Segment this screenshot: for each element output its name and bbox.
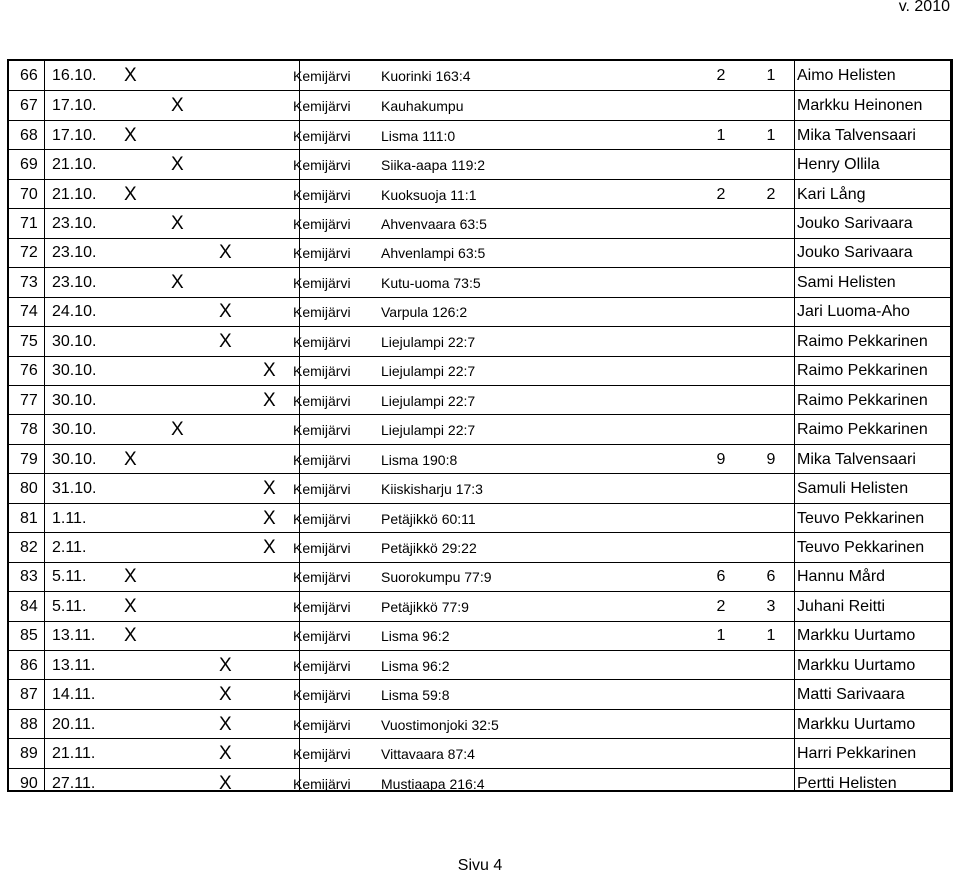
count-b <box>762 268 780 298</box>
mark-col-1: X <box>124 64 137 86</box>
row-person: Juhani Reitti <box>797 597 886 615</box>
row-location: Siika-aapa 119:2 <box>381 157 486 174</box>
count-a: 6 <box>716 568 726 586</box>
row-location: Petäjikkö 60:11 <box>381 510 476 527</box>
row-date: 14.11. <box>52 686 96 704</box>
table-row <box>9 621 950 652</box>
row-date: 21.10. <box>52 156 97 174</box>
count-a <box>712 474 730 504</box>
row-date: 5.11. <box>52 597 87 615</box>
row-number: 83 <box>20 568 38 586</box>
row-date: 30.10. <box>52 421 97 439</box>
row-number: 87 <box>20 686 38 704</box>
row-location: Suorokumpu 77:9 <box>381 569 492 586</box>
row-date: 20.11. <box>52 715 96 733</box>
mark-col-1: X <box>124 595 137 617</box>
count-a <box>712 91 730 121</box>
row-location: Lisma 190:8 <box>381 451 458 468</box>
row-location: Liejulampi 22:7 <box>381 392 476 409</box>
mark-col-4: X <box>263 536 276 558</box>
table-row <box>9 149 950 180</box>
row-location: Liejulampi 22:7 <box>381 333 476 350</box>
count-a: 9 <box>716 450 726 468</box>
count-a: 1 <box>716 627 726 645</box>
row-municipality: Kemijärvi <box>293 245 351 262</box>
row-date: 2.11. <box>52 538 87 556</box>
row-date: 21.11. <box>52 745 96 763</box>
row-municipality: Kemijärvi <box>293 746 351 763</box>
count-b <box>762 91 780 121</box>
row-number: 79 <box>20 450 38 468</box>
mark-col-3: X <box>219 743 232 765</box>
row-person: Jouko Sarivaara <box>797 244 913 262</box>
count-a <box>712 710 730 740</box>
row-location: Kauhakumpu <box>381 98 464 115</box>
row-person: Raimo Pekkarinen <box>797 391 928 409</box>
table-row <box>9 61 950 91</box>
count-b: 1 <box>766 66 776 84</box>
count-a <box>712 150 730 180</box>
count-b: 3 <box>766 597 776 615</box>
count-a: 2 <box>716 597 726 615</box>
row-location: Mustiaapa 216:4 <box>381 775 485 792</box>
records-table <box>7 59 953 792</box>
count-a <box>712 327 730 357</box>
row-date: 27.11. <box>52 774 96 792</box>
count-a <box>712 651 730 681</box>
row-municipality: Kemijärvi <box>293 716 351 733</box>
table-row <box>9 120 950 151</box>
row-municipality: Kemijärvi <box>293 127 351 144</box>
row-municipality: Kemijärvi <box>293 67 351 84</box>
row-number: 69 <box>20 156 38 174</box>
row-date: 17.10. <box>52 97 97 115</box>
row-number: 68 <box>20 126 38 144</box>
table-row <box>9 650 950 681</box>
row-number: 67 <box>20 97 38 115</box>
mark-col-2: X <box>171 271 184 293</box>
count-b: 6 <box>766 568 776 586</box>
row-number: 77 <box>20 391 38 409</box>
table-row <box>9 179 950 210</box>
row-person: Kari Lång <box>797 185 866 203</box>
row-date: 21.10. <box>52 185 97 203</box>
count-b <box>762 504 780 534</box>
count-b <box>762 150 780 180</box>
table-row <box>9 90 950 121</box>
mark-col-3: X <box>219 684 232 706</box>
row-location: Petäjikkö 77:9 <box>381 598 469 615</box>
row-person: Markku Uurtamo <box>797 656 916 674</box>
row-person: Hannu Mård <box>797 568 886 586</box>
row-municipality: Kemijärvi <box>293 510 351 527</box>
mark-col-4: X <box>263 507 276 529</box>
row-municipality: Kemijärvi <box>293 569 351 586</box>
row-date: 16.10. <box>52 66 97 84</box>
count-b <box>762 298 780 328</box>
page-number: Sivu 4 <box>457 857 503 874</box>
count-a: 2 <box>716 185 726 203</box>
mark-col-1: X <box>124 448 137 470</box>
count-a <box>712 268 730 298</box>
row-number: 81 <box>20 509 38 527</box>
row-date: 30.10. <box>52 332 97 350</box>
row-person: Teuvo Pekkarinen <box>797 538 925 556</box>
table-row <box>9 326 950 357</box>
table-row <box>9 473 950 504</box>
row-number: 74 <box>20 303 38 321</box>
row-person: Jari Luoma-Aho <box>797 303 910 321</box>
row-municipality: Kemijärvi <box>293 775 351 792</box>
row-number: 88 <box>20 715 38 733</box>
table-row <box>9 385 950 416</box>
table-row <box>9 238 950 269</box>
row-municipality: Kemijärvi <box>293 687 351 704</box>
row-number: 90 <box>20 774 38 792</box>
row-person: Jouko Sarivaara <box>797 215 913 232</box>
count-a <box>712 386 730 416</box>
count-a <box>712 504 730 534</box>
mark-col-3: X <box>219 330 232 352</box>
row-municipality: Kemijärvi <box>293 304 351 321</box>
row-person: Aimo Helisten <box>797 66 896 84</box>
row-date: 31.10. <box>52 480 97 498</box>
mark-col-1: X <box>124 183 137 205</box>
row-number: 66 <box>20 66 38 84</box>
row-location: Liejulampi 22:7 <box>381 422 476 439</box>
row-municipality: Kemijärvi <box>293 216 351 232</box>
row-date: 30.10. <box>52 362 97 380</box>
row-person: Markku Uurtamo <box>797 627 916 645</box>
row-municipality: Kemijärvi <box>293 539 351 556</box>
row-person: Mika Talvensaari <box>797 450 916 468</box>
table-row <box>9 532 950 563</box>
row-municipality: Kemijärvi <box>293 274 351 291</box>
row-person: Pertti Helisten <box>797 774 897 792</box>
row-number: 73 <box>20 273 38 291</box>
count-b <box>762 357 780 387</box>
row-number: 82 <box>20 538 38 556</box>
row-location: Kuorinki 163:4 <box>381 67 471 84</box>
table-row <box>9 297 950 328</box>
mark-col-3: X <box>219 654 232 676</box>
row-municipality: Kemijärvi <box>293 451 351 468</box>
row-number: 75 <box>20 332 38 350</box>
row-date: 1.11. <box>52 509 87 527</box>
row-number: 72 <box>20 244 38 262</box>
row-municipality: Kemijärvi <box>293 363 351 380</box>
row-date: 24.10. <box>52 303 97 321</box>
row-municipality: Kemijärvi <box>293 422 351 439</box>
count-a <box>712 533 730 563</box>
row-municipality: Kemijärvi <box>293 481 351 498</box>
row-number: 89 <box>20 745 38 763</box>
row-person: Raimo Pekkarinen <box>797 362 928 380</box>
table-row <box>9 503 950 534</box>
row-person: Mika Talvensaari <box>797 126 916 144</box>
count-a: 2 <box>716 66 726 84</box>
count-a <box>712 680 730 710</box>
row-municipality: Kemijärvi <box>293 333 351 350</box>
table-row <box>9 414 950 445</box>
row-person: Henry Ollila <box>797 156 880 174</box>
row-municipality: Kemijärvi <box>293 392 351 409</box>
row-date: 5.11. <box>52 568 87 586</box>
mark-col-1: X <box>124 566 137 588</box>
row-municipality: Kemijärvi <box>293 98 351 115</box>
mark-col-3: X <box>219 301 232 323</box>
count-b <box>762 533 780 563</box>
row-person: Sami Helisten <box>797 273 896 291</box>
row-date: 13.11. <box>52 627 96 645</box>
row-person: Harri Pekkarinen <box>797 745 917 763</box>
mark-col-4: X <box>263 389 276 411</box>
version-label: v. 2010 <box>898 0 950 15</box>
row-location: Petäjikkö 29:22 <box>381 539 477 556</box>
row-location: Kuoksuoja 11:1 <box>381 186 477 203</box>
row-location: Ahvenlampi 63:5 <box>381 245 486 262</box>
row-number: 80 <box>20 480 38 498</box>
row-location: Vittavaara 87:4 <box>381 746 475 763</box>
count-b <box>762 651 780 681</box>
count-a <box>712 415 730 445</box>
count-b: 1 <box>766 627 776 645</box>
count-b <box>762 386 780 416</box>
count-a <box>712 239 730 269</box>
row-location: Lisma 96:2 <box>381 657 450 674</box>
table-row <box>9 356 950 387</box>
row-municipality: Kemijärvi <box>293 157 351 174</box>
count-b <box>762 209 780 239</box>
count-b: 9 <box>766 450 776 468</box>
row-date: 13.11. <box>52 656 96 674</box>
row-number: 84 <box>20 597 38 615</box>
mark-col-1: X <box>124 625 137 647</box>
table-row <box>9 444 950 475</box>
row-person: Samuli Helisten <box>797 480 909 498</box>
row-number: 85 <box>20 627 38 645</box>
count-a <box>712 357 730 387</box>
count-a <box>712 298 730 328</box>
row-person: Matti Sarivaara <box>797 686 905 704</box>
row-municipality: Kemijärvi <box>293 628 351 645</box>
row-date: 23.10. <box>52 215 97 232</box>
count-b <box>762 710 780 740</box>
row-date: 30.10. <box>52 391 97 409</box>
mark-col-3: X <box>219 242 232 264</box>
row-number: 71 <box>20 215 38 232</box>
row-location: Varpula 126:2 <box>381 304 468 321</box>
count-a <box>712 769 730 799</box>
mark-col-3: X <box>219 713 232 735</box>
count-a: 1 <box>716 126 726 144</box>
row-location: Kiiskisharju 17:3 <box>381 481 483 498</box>
row-person: Teuvo Pekkarinen <box>797 509 925 527</box>
count-b <box>762 239 780 269</box>
count-b <box>762 415 780 445</box>
table-row <box>9 768 950 799</box>
row-person: Raimo Pekkarinen <box>797 332 928 350</box>
row-number: 70 <box>20 185 38 203</box>
table-row <box>9 738 950 769</box>
row-person: Raimo Pekkarinen <box>797 421 928 439</box>
count-b: 2 <box>766 185 776 203</box>
count-a <box>712 739 730 769</box>
row-number: 76 <box>20 362 38 380</box>
mark-col-2: X <box>171 95 184 117</box>
row-location: Lisma 96:2 <box>381 628 450 645</box>
table-row <box>9 679 950 710</box>
count-a <box>712 209 730 239</box>
row-location: Lisma 111:0 <box>381 127 456 144</box>
mark-col-4: X <box>263 478 276 500</box>
table-row <box>9 267 950 298</box>
mark-col-4: X <box>263 360 276 382</box>
row-person: Markku Uurtamo <box>797 715 916 733</box>
row-municipality: Kemijärvi <box>293 186 351 203</box>
row-municipality: Kemijärvi <box>293 657 351 674</box>
count-b <box>762 680 780 710</box>
table-row <box>9 591 950 622</box>
row-date: 23.10. <box>52 273 97 291</box>
mark-col-2: X <box>171 213 184 234</box>
table-row <box>9 208 950 239</box>
row-location: Vuostimonjoki 32:5 <box>381 716 499 733</box>
count-b <box>762 474 780 504</box>
row-number: 78 <box>20 421 38 439</box>
row-location: Liejulampi 22:7 <box>381 363 476 380</box>
row-location: Ahvenvaara 63:5 <box>381 216 487 232</box>
table-row <box>9 709 950 740</box>
row-date: 17.10. <box>52 126 97 144</box>
count-b: 1 <box>766 126 776 144</box>
mark-col-3: X <box>219 772 232 794</box>
row-location: Lisma 59:8 <box>381 687 450 704</box>
mark-col-1: X <box>124 124 137 146</box>
table-row <box>9 562 950 593</box>
mark-col-2: X <box>171 419 184 441</box>
row-date: 23.10. <box>52 244 97 262</box>
row-number: 86 <box>20 656 38 674</box>
row-date: 30.10. <box>52 450 97 468</box>
count-b <box>762 769 780 799</box>
row-municipality: Kemijärvi <box>293 598 351 615</box>
count-b <box>762 739 780 769</box>
count-b <box>762 327 780 357</box>
row-location: Kutu-uoma 73:5 <box>381 274 481 291</box>
row-person: Markku Heinonen <box>797 97 923 115</box>
mark-col-2: X <box>171 154 184 176</box>
